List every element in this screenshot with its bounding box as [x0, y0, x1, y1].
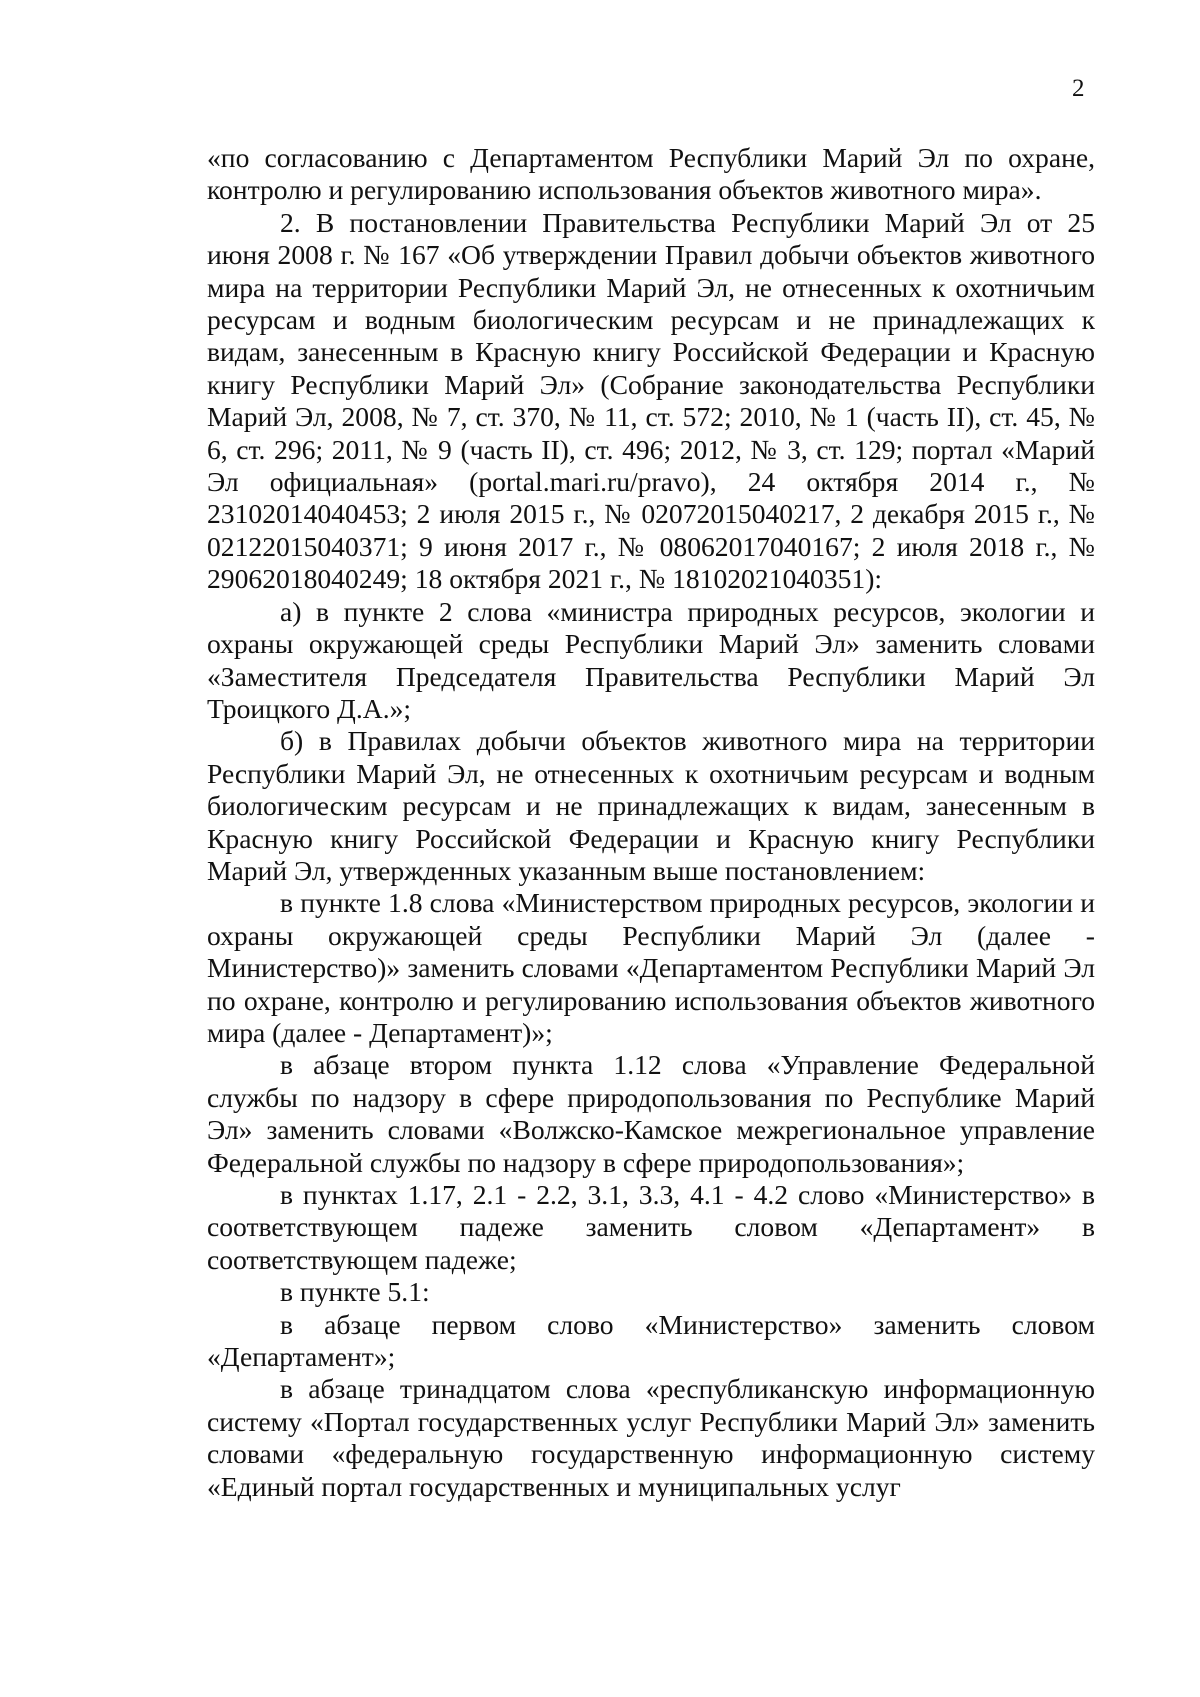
paragraph-thirteenth-abzac: в абзаце тринадцатом слова «республиканскую информационную систему «Портал государственных услуг Республики Марий Эл» заменить словами «федеральную государственную информационную систему «Единый портал государственных и муниципальных услуг [207, 1373, 1095, 1502]
paragraph-point-1-8: в пункте 1.8 слова «Министерством природных ресурсов, экологии и охраны окружающей среды Республики Марий Эл (далее - Министерство)» заменить словами «Департаментом Республики Марий Эл по охране, контролю и регулированию использования объектов животного мира (далее - Департамент)»; [207, 887, 1095, 1048]
page-number: 2 [1072, 75, 1085, 102]
paragraph-subitem-b: б) в Правилах добычи объектов животного мира на территории Республики Марий Эл, не отнесенных к охотничьим ресурсам и водным биологическим ресурсам и не принадлежащих к видам, занесенным в Красную книгу Российской Федерации и Красную книгу Республики Марий Эл, утвержденных указанным выше постановлением: [207, 725, 1095, 886]
paragraph-first-abzac: в абзаце первом слово «Министерство» заменить словом «Департамент»; [207, 1308, 1095, 1373]
paragraph-subitem-a: а) в пункте 2 слова «министра природных ресурсов, экологии и охраны окружающей среды Республики Марий Эл» заменить словами «Заместителя Председателя Правительства Республики Марий Эл Троицкого Д.А.»; [207, 595, 1095, 724]
paragraph-points-1-17: в пунктах 1.17, 2.1 - 2.2, 3.1, 3.3, 4.1 - 4.2 слово «Министерство» в соответствующем падеже заменить словом «Департамент» в соответствующем падеже; [207, 1179, 1095, 1275]
document-body [207, 142, 1095, 1503]
paragraph-item-2: 2. В постановлении Правительства Республики Марий Эл от 25 июня 2008 г. № 167 «Об утверждении Правил добычи объектов животного мира на территории Республики Марий Эл, не отнесенных к охотничьим ресурсам и водным биологическим ресурсам и не принадлежащих к видам, занесенным в Красную книгу Российской Федерации и Красную книгу Республики Марий Эл» (Собрание законодательства Республики Марий Эл, 2008, № 7, ст. 370, № 11, ст. 572; 2010, № 1 (часть II), ст. 45, № 6, ст. 296; 2011, № 9 (часть II), ст. 496; 2012, № 3, ст. 129; портал «Марий Эл официальная» (portal.mari.ru/pravo), 24 октября 2014 г., № 23102014040453; 2 июля 2015 г., № 02072015040217, 2 декабря 2015 г., № 02122015040371; 9 июня 2017 г., № 08062017040167; 2 июля 2018 г., № 29062018040249; 18 октября 2021 г., № 18102021040351): [207, 206, 1095, 595]
paragraph-point-1-12: в абзаце втором пункта 1.12 слова «Управление Федеральной службы по надзору в сфере природопользования по Республике Марий Эл» заменить словами «Волжско-Камское межрегиональное управление Федеральной службы по надзору в сфере природопользования»; [207, 1049, 1095, 1178]
paragraph-point-5-1: в пункте 5.1: [280, 1276, 430, 1308]
paragraph-continuation: «по согласованию с Департаментом Республики Марий Эл по охране, контролю и регулированию использования объектов животного мира». [207, 142, 1095, 206]
